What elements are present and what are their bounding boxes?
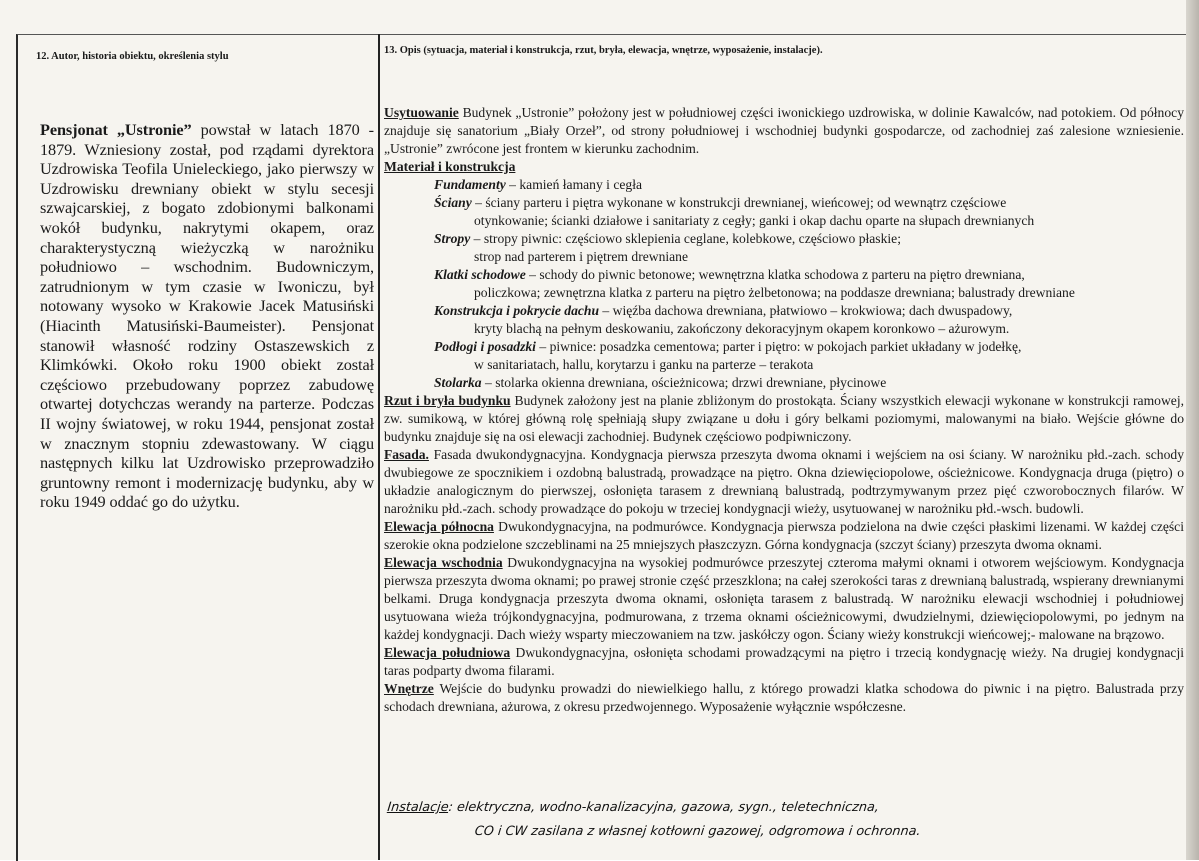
material-continuation: otynkowanie; ścianki działowe i sanitariaty z cegły; ganki i okap dachu oparte na słupach drewnianych <box>474 213 1035 228</box>
material-text: – kamień łamany i cegła <box>505 177 643 192</box>
section-text: Dwukondygnacyjna na wysokiej podmurówce przeszytej czteroma małymi oknami i otworem wejściowym. Kondygnacja pierwsza przeszyta dwoma oknami; po prawej stronie część przeszklona; na całej szerokości taras z drewnianą balustradą, wspierany drewnianymi belkami. Druga kondygnacja przeszyta dwoma oknami, osłonięta tarasem z balustradą. W narożniku elewacji wschodniej i południowej usytuowana wieża trójkondygnacyjna, podmurowana, z trzema oknami ościeżnicowymi, dwudzielnymi, dziewięciopolowymi, po jednym na każdej kondygnacji. Dach wieży wsparty mieczowaniem na tzw. jaskółczy ogon. Ściany wieży konstrukcji wieńcowej;- malowane na brązowo. <box>384 555 1184 642</box>
material-item <box>384 266 1184 284</box>
section-text: Budynek założony jest na planie zbliżonym do prostokąta. Ściany wszystkich elewacji wykonane w konstrukcji ramowej, zw. sumikową, w której główną rolę spełniają słupy związane u dołu i góry belkami poziomymi, malowanymi na biało. Wejście główne do budynku znajduje się na osi elewacji zachodniej. Budynek częściowo podpiwniczony. <box>384 393 1184 444</box>
header-history: 12. Autor, historia obiektu, określenia stylu <box>36 51 229 62</box>
section-label: Wnętrze <box>384 681 434 696</box>
installations-line1: : elektryczna, wodno-kanalizacyjna, gazowa, sygn., teletechniczna, <box>447 800 880 815</box>
situation-paragraph <box>384 104 1184 158</box>
material-item <box>384 302 1184 320</box>
page-edge <box>1186 0 1199 860</box>
situation-label: Usytuowanie <box>384 105 459 120</box>
section-label: Elewacja północna <box>384 519 494 534</box>
material-continuation: kryty blachą na pełnym deskowaniu, zakończony dekoracyjnym okapem koronkowo – ażurowym. <box>474 321 1010 336</box>
description-section <box>384 680 1184 716</box>
description-section <box>384 446 1184 518</box>
material-text: – więźba dachowa drewniana, płatwiowo – krokwiowa; dach dwuspadowy, <box>599 303 1013 318</box>
material-text: – stropy piwnic: częściowo sklepienia ceglane, kolebkowe, częściowo płaskie; <box>470 231 901 246</box>
installations-line2: CO i CW zasilana z własnej kotłowni gazowej, odgromowa i ochronna. <box>474 824 922 839</box>
description-column <box>384 104 1184 716</box>
material-text: – ściany parteru i piętra wykonane w konstrukcji drewnianej, wieńcowej; od wewnątrz częściowe <box>471 195 1007 210</box>
material-label: Fundamenty <box>434 177 506 192</box>
history-lead: Pensjonat „Ustronie” <box>40 120 192 139</box>
installations-label: Instalacje <box>386 800 450 815</box>
installations-handwritten <box>383 796 1178 844</box>
material-text: – schody do piwnic betonowe; wewnętrzna klatka schodowa z parteru na piętro drewniana, <box>525 267 1025 282</box>
situation-text: Budynek „Ustronie” położony jest w południowej części iwonickiego uzdrowiska, w dolinie Kawalców, nad potokiem. Od północy znajduje się sanatorium „Biały Orzeł”, od strony południowej i wschodniej budynki gospodarcze, od zachodniej zaś zalesione wzniesienie. „Ustronie” zwrócone jest frontem w kierunku zachodnim. <box>384 105 1184 156</box>
material-continuation: policzkowa; zewnętrzna klatka z parteru na piętro żelbetonowa; na poddasze drewniana; balustrady drewniane <box>474 285 1075 300</box>
material-item <box>384 194 1184 212</box>
description-section <box>384 518 1184 554</box>
column-divider <box>378 34 380 860</box>
material-heading: Materiał i konstrukcja <box>384 159 516 174</box>
section-text: Dwukondygnacyjna, na podmurówce. Kondygnacja pierwsza podzielona na dwie części płaskimi lizenami. W każdej części szerokie okna podzielone szczeblinami na 25 mniejszych płaszczyzn. Górna kondygnacja (szczyt ściany) przeszyta dwoma oknami. <box>384 519 1184 552</box>
material-item <box>384 230 1184 248</box>
section-label: Fasada. <box>384 447 429 462</box>
material-continuation: w sanitariatach, hallu, korytarzu i ganku na parterze – terakota <box>474 357 814 372</box>
material-label: Klatki schodowe <box>434 267 526 282</box>
header-description: 13. Opis (sytuacja, materiał i konstrukcja, rzut, bryła, elewacja, wnętrze, wyposażenie, instalacje). <box>384 45 823 56</box>
section-label: Rzut i bryła budynku <box>384 393 511 408</box>
section-label: Elewacja wschodnia <box>384 555 503 570</box>
material-continuation: strop nad parterem i piętrem drewniane <box>474 249 689 264</box>
material-item <box>384 338 1184 356</box>
description-section <box>384 554 1184 644</box>
material-text: – piwnice: posadzka cementowa; parter i piętro: w pokojach parkiet układany w jodełkę, <box>535 339 1022 354</box>
section-text: Wejście do budynku prowadzi do niewielkiego hallu, z którego prowadzi klatka schodowa do piwnic i na piętro. Balustrada przy schodach drewniana, ażurowa, z okresu przedwojennego. Wyposażenie wyłącznie współczesne. <box>384 681 1184 714</box>
material-label: Ściany <box>434 195 472 210</box>
material-item <box>384 176 1184 194</box>
description-section <box>384 392 1184 446</box>
material-label: Podłogi i posadzki <box>434 339 536 354</box>
history-text <box>40 120 374 512</box>
material-item <box>384 374 1184 392</box>
section-label: Elewacja południowa <box>384 645 511 660</box>
section-text: Dwukondygnacyjna, osłonięta schodami prowadzącymi na piętro i trzecią kondygnację wieży. Na drugiej kondygnacji taras podparty dwoma filarami. <box>384 645 1185 678</box>
materials-list <box>384 176 1184 392</box>
material-label: Stropy <box>434 231 471 246</box>
section-text: Fasada dwukondygnacyjna. Kondygnacja pierwsza przeszyta dwoma oknami i wejściem na osi ściany. W narożniku płd.-zach. schody dwubiegowe ze spocznikiem i ozdobną balustradą, prowadzące na piętro. Okna dziewięciopolowe, ościeżnicowe. Kondygnacja druga (piętro) o układzie analogicznym do pierwszej, osłonięta tarasem z drewnianą balustradą, podtrzymywanym przez pięć czworobocznych filarów. W narożniku płd.-zach. schody prowadzące do pokoju w trzeciej kondygnacji wieży, usytuowanej w narożniku płd.-wsch. budowli. <box>384 447 1184 516</box>
description-sections <box>384 392 1184 716</box>
history-body: powstał w latach 1870 - 1879. Wzniesiony został, pod rządami dyrektora Uzdrowiska Teofila Unieleckiego, jako pierwszy w Uzdrowisku drewniany obiekt w stylu secesji szwajcarskiej, z bogato zdobionymi balkonami wokół budynku, nakrytymi okapem, oraz charakterystyczną wieżyczką w narożniku południowo – wschodnim. Budowniczym, zatrudnionym w tym czasie w Iwoniczu, był notowany wysoko w Krakowie Jacek Matusiński (Hiacinth Matusiński-Baumeister). Pensjonat stanowił własność rodziny Ostaszewskich z Klimkówki. Około roku 1900 obiekt został częściowo przebudowany poprzez zabudowę otwartej dotychczas werandy na parterze. Podczas II wojny światowej, w roku 1944, pensjonat został w znacznym stopniu zdewastowany. W ciągu następnych kilku lat Uzdrowisko przeprowadziło gruntowny remont i modernizację budynku, aby w roku 1949 oddać go do użytku. <box>40 120 374 512</box>
material-label: Stolarka <box>434 375 482 390</box>
description-section <box>384 644 1184 680</box>
material-text: – stolarka okienna drewniana, ościeżnicowa; drzwi drewniane, płycinowe <box>481 375 887 390</box>
material-label: Konstrukcja i pokrycie dachu <box>434 303 600 318</box>
